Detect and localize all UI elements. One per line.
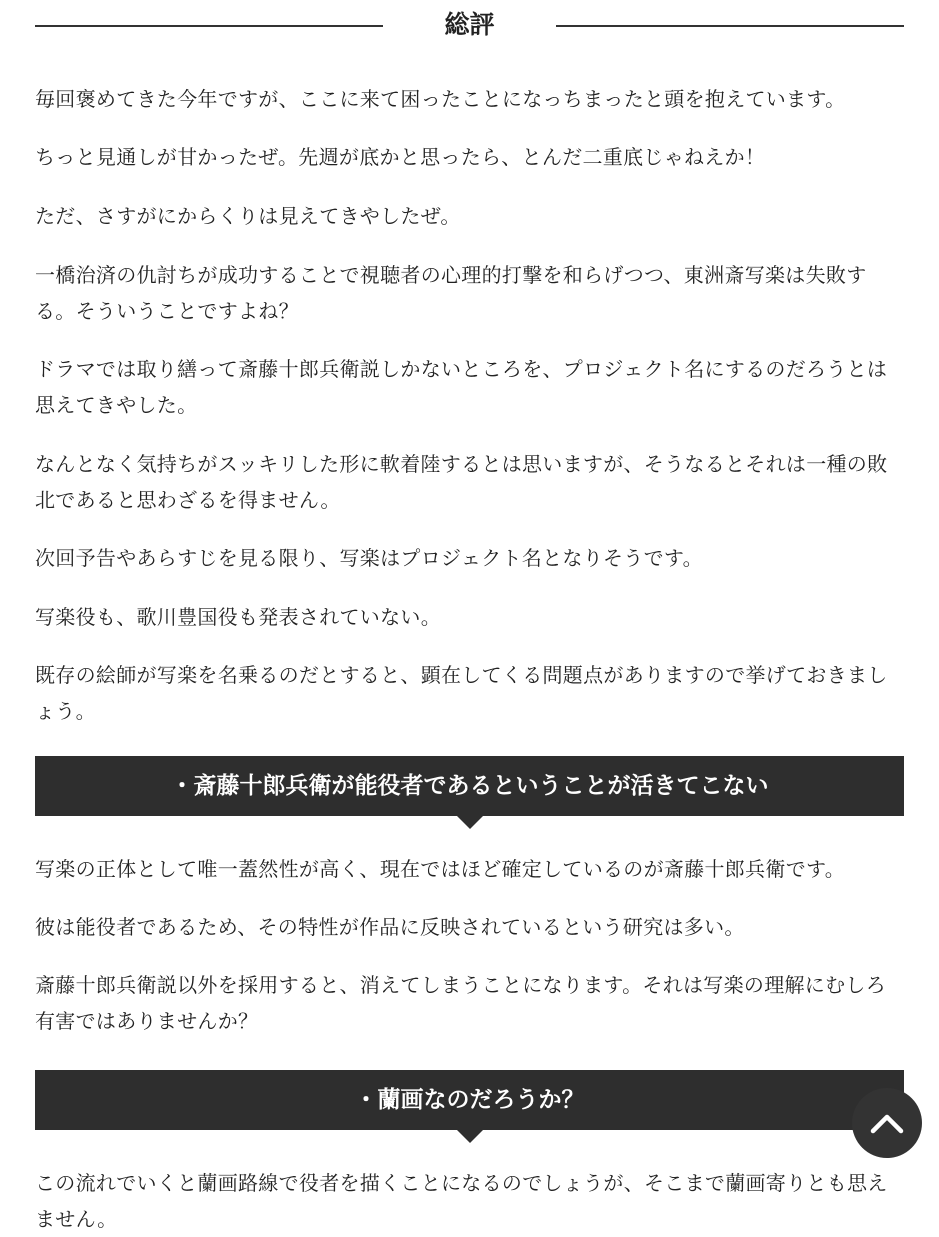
paragraph: 写楽の正体として唯一蓋然性が高く、現在ではほど確定しているのが斎藤十郎兵衛です。: [35, 857, 845, 881]
title-divider-right: [556, 25, 904, 27]
section-title-row: [35, 0, 904, 52]
subheading-band: [35, 756, 904, 816]
paragraph: 次回予告やあらすじを見る限り、写楽はプロジェクト名となりそうです。: [35, 546, 703, 570]
scroll-to-top-button[interactable]: [852, 1088, 922, 1158]
paragraph: この流れでいくと蘭画路線で役者を描くことになるのでしょうが、そこまで蘭画寄りとも思えません。: [35, 1171, 888, 1231]
subheading-text: ・蘭画なのだろうか？: [354, 1087, 585, 1113]
paragraph: ちっと見通しが甘かったぜ。先週が底かと思ったら、とんだ二重底じゃねえか！: [35, 145, 766, 169]
paragraph: 彼は能役者であるため、その特性が作品に反映されているという研究は多い。: [35, 915, 745, 939]
section-title: 総評: [444, 10, 495, 39]
subheading-notch: [457, 816, 483, 829]
paragraph: 斎藤十郎兵衛説以外を採用すると、消えてしまうことになります。それは写楽の理解にむしろ有害ではありませんか？: [35, 973, 886, 1033]
chevron-up-icon: [870, 1112, 904, 1134]
subheading-notch: [457, 1130, 483, 1143]
paragraph: 写楽役も、歌川豊国役も発表されていない。: [35, 605, 441, 629]
paragraph: なんとなく気持ちがスッキリした形に軟着陸するとは思いますが、そうなるとそれは一種の敗北であると思わざるを得ません。: [35, 452, 888, 512]
paragraph: 毎回褒めてきた今年ですが、ここに来て困ったことになっちまったと頭を抱えています。: [35, 87, 846, 111]
paragraph: 一橋治済の仇討ちが成功することで視聴者の心理的打撃を和らげつつ、東洲斎写楽は失敗する。そういうことですよね？: [35, 263, 867, 323]
paragraph: ただ、さすがにからくりは見えてきやしたぜ。: [35, 204, 461, 228]
subheading-text: ・斎藤十郎兵衛が能役者であるということが活きてこない: [170, 773, 769, 799]
subheading-band: [35, 1070, 904, 1130]
article-body: [35, 0, 904, 1237]
paragraph: ドラマでは取り繕って斎藤十郎兵衛説しかないところを、プロジェクト名にするのだろうとは思えてきやした。: [35, 357, 888, 417]
paragraph: 既存の絵師が写楽を名乗るのだとすると、顕在してくる問題点がありますので挙げておきましょう。: [35, 663, 888, 723]
